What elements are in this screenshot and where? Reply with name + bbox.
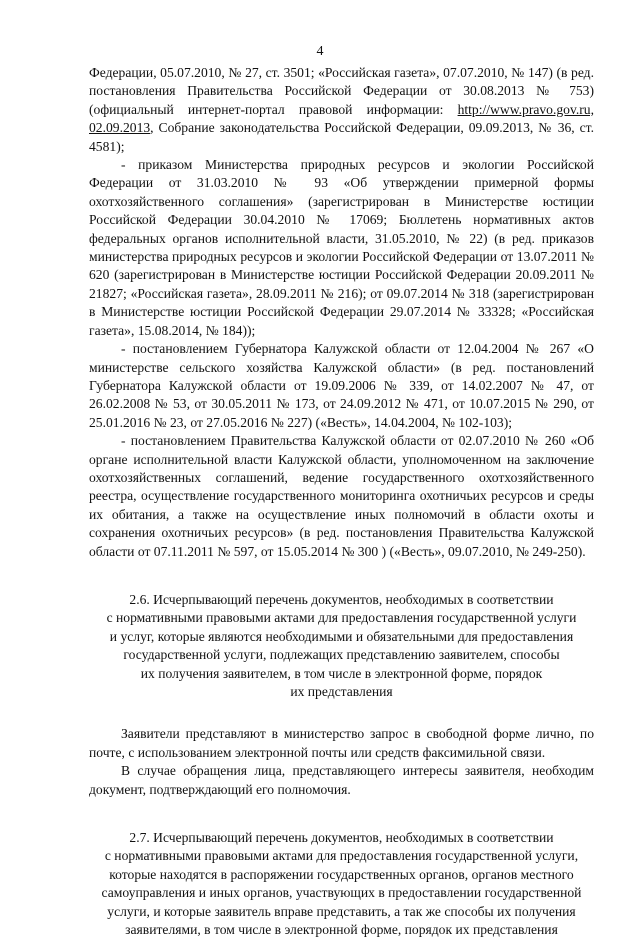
pravo-gov-link[interactable]: http://www.pravo.gov.ru,	[457, 101, 594, 117]
spacer	[89, 701, 594, 725]
heading-line: 2.6. Исчерпывающий перечень документов, необходимых в соответствии	[129, 591, 554, 607]
heading-line: с нормативными правовыми актами для предоставления государственной услуги,	[104, 848, 579, 864]
paragraph-text: , Собрание законодательства Российской Федерации, 09.09.2013, № 36, ст. 4581);	[89, 120, 594, 154]
heading-line: государственной услуги, подлежащих представлению заявителем, способы	[123, 647, 560, 663]
heading-line: их представления	[290, 684, 393, 699]
section-2-6-paragraph-1: Заявители представляют в министерство запрос в свободной форме лично, по почте, с использованием электронной почты или средств факсимильной связи.	[89, 726, 594, 760]
heading-line: с нормативными правовыми актами для предоставления государственной услуги	[106, 610, 577, 626]
date-link[interactable]: 02.09.2013	[89, 120, 151, 136]
paragraph-text: Федерации, 05.07.2010, № 27, ст. 3501; «Российская газета», 07.07.2010, № 147) (в ред. постановления Правительства Российской Федерации от 30.08.2013 № 753) (официальный интернет-портал правовой информации:	[89, 65, 594, 117]
list-item-governor-decree: - постановлением Губернатора Калужской области от 12.04.2004 № 267 «О министерстве сельского хозяйства Калужской области» (в ред. постановлений Губернатора Калужской области от 19.09.2006 № 339, от 14.02.2007 № 47, от 26.02.2008 № 53, от 30.05.2011 № 173, от 24.09.2012 № 471, от 10.07.2015 № 290, от 25.01.2016 № 23, от 27.05.2016 № 227) («Весть», 14.04.2004, № 102-103);	[89, 341, 594, 430]
spacer	[89, 799, 594, 829]
heading-line: их получения заявителем, в том числе в электронной форме, порядок	[140, 665, 543, 681]
heading-line: самоуправления и иных органов, участвующих в предоставлении государственной	[101, 885, 582, 901]
document-body	[89, 64, 594, 939]
heading-line: и услуг, которые являются необходимыми и обязательными для предоставления	[109, 628, 574, 644]
page-number: 4	[316, 44, 324, 59]
heading-line: 2.7. Исчерпывающий перечень документов, необходимых в соответствии	[129, 830, 554, 846]
heading-line: услуги, и которые заявитель вправе представить, а так же способы их получения	[107, 903, 576, 919]
list-item-government-decree: - постановлением Правительства Калужской области от 02.07.2010 № 260 «Об органе исполнительной власти Калужской области, уполномоченном на заключение охотхозяйственных соглашений, ведение государственного охотхозяйственного реестра, осуществление государственного мониторинга охотничьих ресурсов и среды их обитания, а также на осуществление иных полномочий в области охоты и сохранения охотничьих ресурсов» (в ред. постановления Правительства Калужской области от 07.11.2011 № 597, от 15.05.2014 № 300 ) («Весть», 09.07.2010, № 249-250).	[89, 433, 594, 559]
heading-line: которые находятся в распоряжении государственных органов, органов местного	[109, 866, 574, 882]
section-2-6-paragraph-2: В случае обращения лица, представляющего интересы заявителя, необходим документ, подтверждающий его полномочия.	[89, 763, 594, 797]
section-2-7-heading	[89, 829, 594, 939]
section-2-6-heading	[89, 591, 594, 701]
paragraph-continuation	[89, 64, 594, 156]
spacer	[89, 561, 594, 591]
heading-line: заявителями, в том числе в электронной форме, порядок их представления	[125, 922, 558, 938]
list-item-ministry-order: - приказом Министерства природных ресурсов и экологии Российской Федерации от 31.03.2010 № 93 «Об утверждении примерной формы охотхозяйственного соглашения» (зарегистрирован в Министерстве юстиции Российской Федерации 30.04.2010 № 17069; Бюллетень нормативных актов федеральных органов исполнительной власти, 31.05.2010, № 22) (в ред. приказов министерства природных ресурсов и экологии Российской Федерации от 13.07.2011 № 620 (зарегистрирован в Министерстве юстиции Российской Федерации 20.09.2011 № 21827; «Российская газета», 28.09.2011 № 216); от 09.07.2014 № 318 (зарегистрирован в Министерстве юстиции Российской Федерации 29.07.2014 № 33328; «Российская газета», 15.08.2014, № 184));	[89, 157, 594, 338]
